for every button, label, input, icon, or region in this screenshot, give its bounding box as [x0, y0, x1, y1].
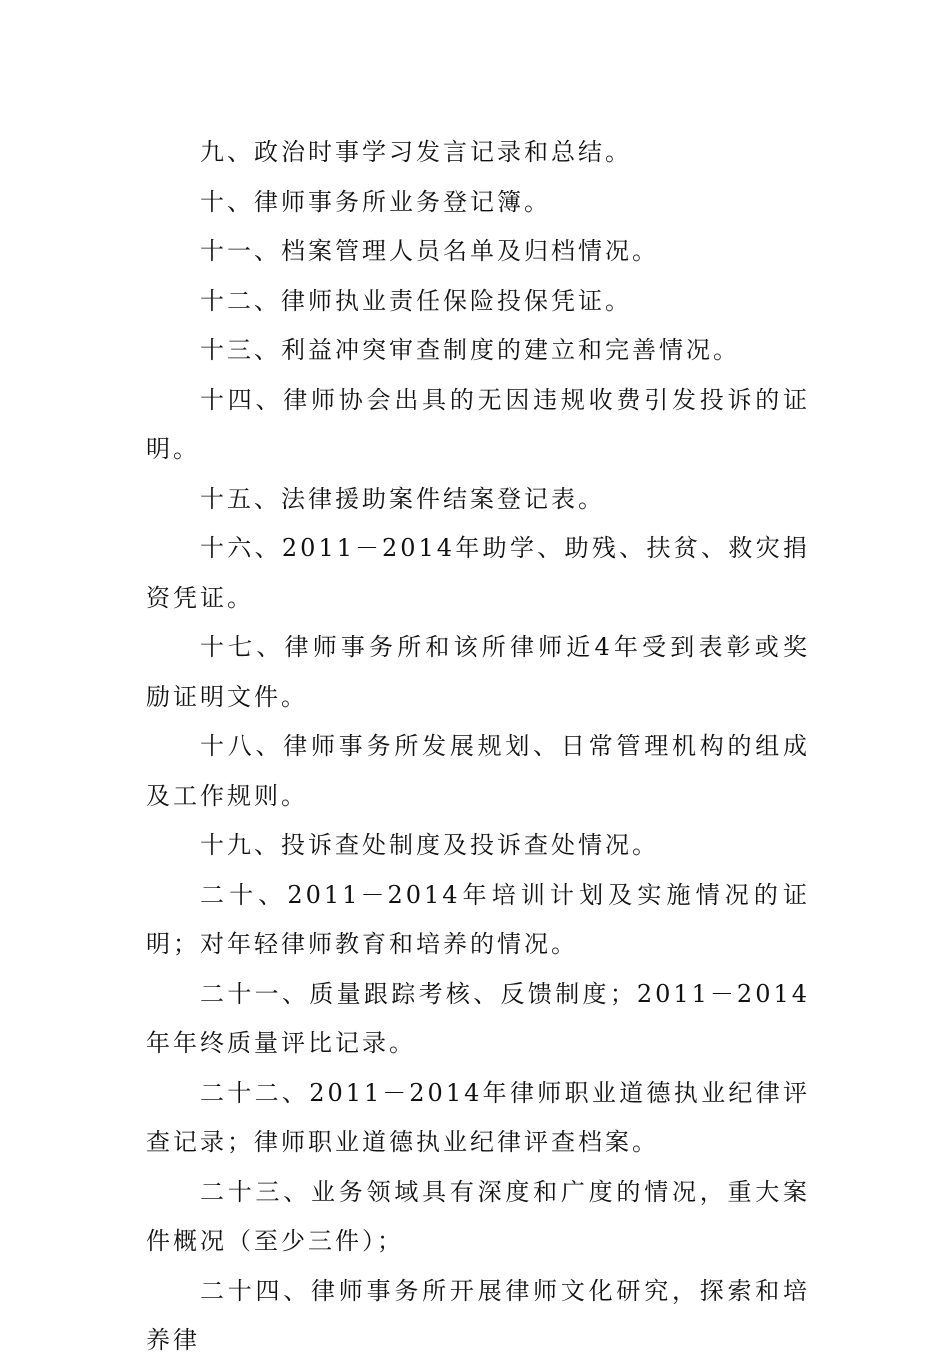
- list-item: 二十四、律师事务所开展律师文化研究，探索和培养律: [146, 1276, 810, 1354]
- list-item: 十六、2011－2014年助学、助残、扶贫、救灾捐资凭证。: [146, 534, 810, 612]
- list-item: 二十一、质量跟踪考核、反馈制度；2011－2014年年终质量评比记录。: [146, 979, 810, 1057]
- document-body: [146, 128, 810, 1366]
- list-item: 十四、律师协会出具的无因违规收费引发投诉的证明。: [146, 385, 810, 463]
- list-item: 十八、律师事务所发展规划、日常管理机构的组成及工作规则。: [146, 732, 810, 810]
- list-item: 九、政治时事学习发言记录和总结。: [200, 138, 632, 166]
- list-item: 二十二、2011－2014年律师职业道德执业纪律评查记录；律师职业道德执业纪律评查档案。: [146, 1078, 810, 1156]
- list-item: 二十、2011－2014年培训计划及实施情况的证明；对年轻律师教育和培养的情况。: [146, 880, 810, 958]
- list-item: 十九、投诉查处制度及投诉查处情况。: [200, 831, 659, 859]
- list-item: 十、律师事务所业务登记簿。: [200, 187, 551, 216]
- list-item: 十二、律师执业责任保险投保凭证。: [200, 286, 632, 315]
- list-item: 十五、法律援助案件结案登记表。: [200, 484, 605, 513]
- list-item: 十七、律师事务所和该所律师近4年受到表彰或奖励证明文件。: [146, 633, 810, 711]
- list-item: 十一、档案管理人员名单及归档情况。: [200, 237, 659, 265]
- list-item: 二十三、业务领域具有深度和广度的情况，重大案件概况（至少三件）；: [146, 1177, 810, 1255]
- list-item: 十三、利益冲突审查制度的建立和完善情况。: [200, 336, 740, 364]
